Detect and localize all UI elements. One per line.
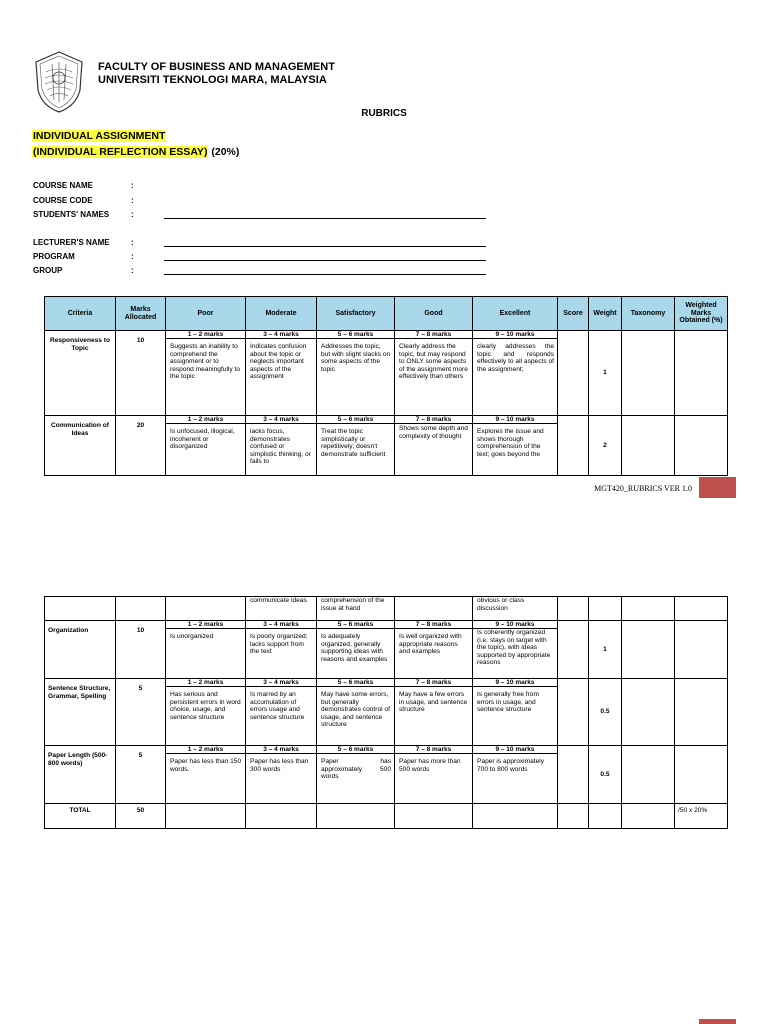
cell-excellent <box>473 597 558 621</box>
students-names-colon: : <box>131 210 134 219</box>
descriptor: May have some errors, but generally demonstrates control of usage, and sentence structure <box>321 691 390 729</box>
weight-cell: 0.5 <box>589 679 622 746</box>
table-row <box>45 416 728 476</box>
cell-good <box>395 331 473 416</box>
mark-range: 3 – 4 marks <box>246 679 316 687</box>
cell-good <box>395 621 473 679</box>
table-row <box>45 331 728 416</box>
descriptor: Is marred by an accumulation of errors usage and sentence structure <box>250 691 305 721</box>
weighted-marks-cell[interactable] <box>675 679 728 746</box>
weighted-marks-cell[interactable] <box>675 331 728 416</box>
weight-cell: 1 <box>589 621 622 679</box>
total-label: TOTAL <box>45 804 116 829</box>
criteria-responsiveness: Responsiveness to Topic <box>45 331 116 416</box>
course-name-label: COURSE NAME <box>33 181 94 190</box>
cell-poor <box>166 416 246 476</box>
header-weight: Weight <box>589 297 622 331</box>
header-criteria: Criteria <box>45 297 116 331</box>
marks-paper-length: 5 <box>116 746 166 804</box>
header-weighted-marks: Weighted Marks Obtained (%) <box>675 297 728 331</box>
taxonomy-cell[interactable] <box>622 746 675 804</box>
header-taxonomy: Taxonomy <box>622 297 675 331</box>
taxonomy-cell[interactable] <box>622 416 675 476</box>
cell-poor <box>166 679 246 746</box>
taxonomy-cell[interactable] <box>622 331 675 416</box>
descriptor: communicate ideas <box>250 597 307 604</box>
descriptor: Is adequately organized, generally supporting ideas with reasons and examples <box>321 633 388 663</box>
weighted-marks-cell[interactable] <box>675 746 728 804</box>
table-row-continuation <box>45 597 728 621</box>
mark-range: 7 – 8 marks <box>395 331 472 339</box>
cell-satisfactory <box>317 597 395 621</box>
assignment-subtitle <box>32 145 239 159</box>
weighted-marks-cell[interactable] <box>675 416 728 476</box>
cell-excellent <box>473 679 558 746</box>
header-marks-allocated: Marks Allocated <box>116 297 166 331</box>
faculty-name: FACULTY OF BUSINESS AND MANAGEMENT <box>98 61 335 73</box>
assignment-title <box>32 129 166 143</box>
descriptor: Clearly address the topic, but may respond to ONLY some aspects of the assignment more effectively than others <box>399 343 468 381</box>
page-marker <box>699 477 736 498</box>
marks-responsiveness: 10 <box>116 331 166 416</box>
group-field[interactable] <box>164 274 486 275</box>
marks-organization: 10 <box>116 621 166 679</box>
descriptor: Is poorly organized; lacks support from the text <box>250 633 308 656</box>
course-name-colon: : <box>131 181 134 190</box>
descriptor: Paper has less than 150 words. <box>170 758 242 773</box>
descriptor: Treat the topic simplistically or repetitively; doesn't demonstrate sufficient <box>321 428 386 458</box>
descriptor: Explores the issue and shows thorough comprehension of the text; goes beyond the <box>477 428 544 458</box>
group-label: GROUP <box>33 266 63 275</box>
criteria-sentence-structure: Sentence Structure, Grammar, Spelling <box>45 679 116 746</box>
cell-poor <box>166 746 246 804</box>
mark-range: 1 – 2 marks <box>166 416 245 424</box>
lecturer-name-field[interactable] <box>164 246 486 247</box>
mark-range: 1 – 2 marks <box>166 331 245 339</box>
total-row <box>45 804 728 829</box>
mark-range: 1 – 2 marks <box>166 679 245 687</box>
cell-satisfactory <box>317 416 395 476</box>
descriptor: comprehension of the issue at hand <box>321 597 385 612</box>
cell-satisfactory <box>317 331 395 416</box>
header-satisfactory: Satisfactory <box>317 297 395 331</box>
header-moderate: Moderate <box>246 297 317 331</box>
cell-poor <box>166 331 246 416</box>
cell-satisfactory <box>317 746 395 804</box>
descriptor: Indicates confusion about the topic or neglects important aspects of the assignment <box>250 343 307 381</box>
mark-range: 9 – 10 marks <box>473 746 557 754</box>
program-colon: : <box>131 252 134 261</box>
mark-range: 5 – 6 marks <box>317 621 394 629</box>
rubric-table-page1 <box>44 296 728 476</box>
descriptor: clearly addresses the topic and responds effectively to all aspects of the assignment; <box>477 343 554 373</box>
mark-range: 5 – 6 marks <box>317 331 394 339</box>
university-crest-icon <box>32 50 86 114</box>
descriptor: Shows some depth and complexity of thought <box>399 425 468 440</box>
marks-sentence-structure: 5 <box>116 679 166 746</box>
mark-range: 3 – 4 marks <box>246 416 316 424</box>
total-weighted: /50 x 20% <box>675 804 728 829</box>
table-row <box>45 679 728 746</box>
cell-good <box>395 416 473 476</box>
mark-range: 7 – 8 marks <box>395 679 472 687</box>
mark-range: 5 – 6 marks <box>317 679 394 687</box>
descriptor: Is coherently organized (i.e. stays on target with the topic), with ideas supported by appropriate reasons <box>477 629 551 667</box>
criteria-organization: Organization <box>45 621 116 679</box>
mark-range: 9 – 10 marks <box>473 331 557 339</box>
weight-cell: 0.5 <box>589 746 622 804</box>
cell-moderate <box>246 597 317 621</box>
mark-range: 3 – 4 marks <box>246 331 316 339</box>
weight-cell: 2 <box>589 416 622 476</box>
mark-range: 3 – 4 marks <box>246 621 316 629</box>
weighted-marks-cell[interactable] <box>675 621 728 679</box>
cell-moderate <box>246 416 317 476</box>
cell-excellent <box>473 746 558 804</box>
header-poor: Poor <box>166 297 246 331</box>
document-version-footer: MGT420_RUBRICS VER 1.0 <box>594 484 692 493</box>
cell-excellent <box>473 416 558 476</box>
descriptor: Paper has less than 300 words <box>250 758 309 773</box>
students-names-field[interactable] <box>164 218 486 219</box>
descriptor: Paper has approximately 500 words <box>321 758 391 781</box>
page-marker <box>699 1019 736 1024</box>
cell-poor <box>166 621 246 679</box>
descriptor: Paper has more than 500 words <box>399 758 461 773</box>
assignment-line2: (INDIVIDUAL REFLECTION ESSAY) <box>33 146 208 158</box>
table-header-row <box>45 297 728 331</box>
mark-range: 9 – 10 marks <box>473 679 557 687</box>
cell-moderate <box>246 621 317 679</box>
assignment-weight: (20%) <box>211 146 240 158</box>
lecturer-name-label: LECTURER'S NAME <box>33 238 110 247</box>
descriptor: Is unorganized <box>170 633 214 640</box>
students-names-label: STUDENTS' NAMES <box>33 210 110 219</box>
descriptor: lacks focus, demonstrates confused or simplistic thinking, or fails to <box>250 428 311 466</box>
mark-range: 1 – 2 marks <box>166 621 245 629</box>
assignment-line1: INDIVIDUAL ASSIGNMENT <box>33 130 166 142</box>
descriptor: obvious or class discussion <box>477 597 525 612</box>
weight-cell: 1 <box>589 331 622 416</box>
score-cell[interactable] <box>558 679 589 746</box>
cell-moderate <box>246 746 317 804</box>
course-code-colon: : <box>131 196 134 205</box>
marks-communication: 20 <box>116 416 166 476</box>
cell-good <box>395 679 473 746</box>
cell-good <box>395 746 473 804</box>
mark-range: 5 – 6 marks <box>317 746 394 754</box>
descriptor: May have a few errors in usage, and sentence structure <box>399 691 468 714</box>
descriptor: Suggests an inability to comprehend the assignment or to respond meaningfully to the topic <box>170 343 241 381</box>
mark-range: 7 – 8 marks <box>395 746 472 754</box>
descriptor: Paper is approximately 700 to 800 words <box>477 758 545 773</box>
page-title: RUBRICS <box>361 108 407 119</box>
rubric-table-page2 <box>44 596 728 829</box>
total-marks: 50 <box>116 804 166 829</box>
cell-moderate <box>246 679 317 746</box>
mark-range: 1 – 2 marks <box>166 746 245 754</box>
mark-range: 3 – 4 marks <box>246 746 316 754</box>
course-code-label: COURSE CODE <box>33 196 93 205</box>
university-name: UNIVERSITI TEKNOLOGI MARA, MALAYSIA <box>98 74 327 86</box>
score-cell[interactable] <box>558 331 589 416</box>
mark-range: 9 – 10 marks <box>473 621 557 629</box>
taxonomy-cell[interactable] <box>622 621 675 679</box>
group-colon: : <box>131 266 134 275</box>
cell-excellent <box>473 621 558 679</box>
table-row <box>45 746 728 804</box>
score-cell[interactable] <box>558 746 589 804</box>
descriptor: Is well organized with appropriate reasons and examples <box>399 633 462 656</box>
descriptor: Addresses the topic, but with slight slacks on some aspects of the topic <box>321 343 391 373</box>
header-good: Good <box>395 297 473 331</box>
mark-range: 9 – 10 marks <box>473 416 557 424</box>
descriptor: Is generally free from errors in usage, and sentence structure <box>477 691 539 714</box>
criteria-communication: Communication of Ideas <box>45 416 116 476</box>
mark-range: 7 – 8 marks <box>395 416 472 424</box>
cell-moderate <box>246 331 317 416</box>
header-score: Score <box>558 297 589 331</box>
mark-range: 5 – 6 marks <box>317 416 394 424</box>
mark-range: 7 – 8 marks <box>395 621 472 629</box>
lecturer-name-colon: : <box>131 238 134 247</box>
program-label: PROGRAM <box>33 252 75 261</box>
cell-excellent <box>473 331 558 416</box>
criteria-paper-length: Paper Length (500-800 words) <box>45 746 116 804</box>
score-cell[interactable] <box>558 621 589 679</box>
header-excellent: Excellent <box>473 297 558 331</box>
taxonomy-cell[interactable] <box>622 679 675 746</box>
cell-satisfactory <box>317 621 395 679</box>
descriptor: Is unfocused, illogical, incoherent or disorganized <box>170 428 235 451</box>
descriptor: Has serious and persistent errors in word choice, usage, and sentence structure <box>170 691 241 721</box>
cell-satisfactory <box>317 679 395 746</box>
score-cell[interactable] <box>558 416 589 476</box>
table-row <box>45 621 728 679</box>
program-field[interactable] <box>164 260 486 261</box>
